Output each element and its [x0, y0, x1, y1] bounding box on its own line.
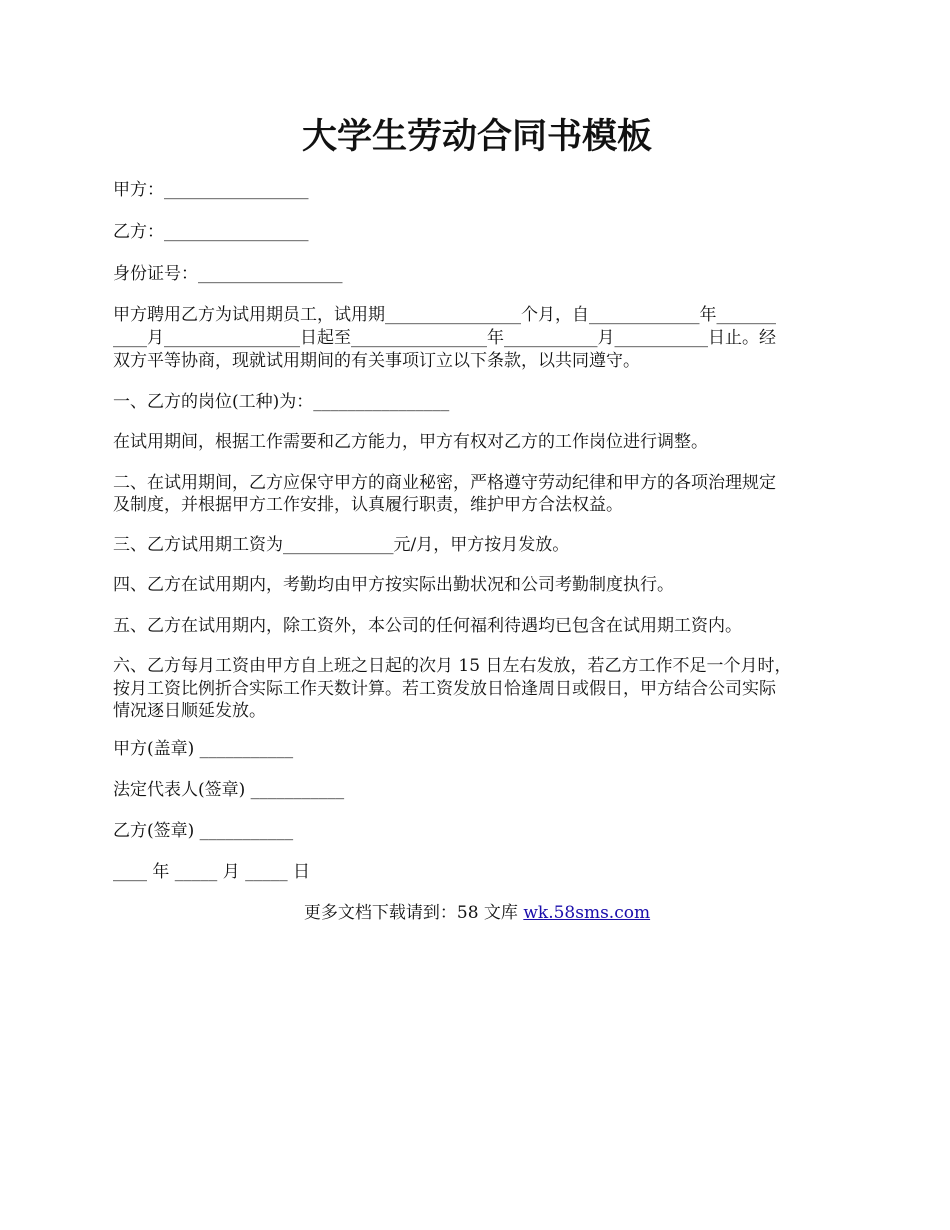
clause-3: 三、乙方试用期工资为_____________元/月，甲方按月发放。 [113, 535, 570, 555]
id-number-line: 身份证号：_________________ [113, 264, 343, 284]
clause-4: 四、乙方在试用期内，考勤均由甲方按实际出勤状况和公司考勤制度执行。 [113, 575, 674, 595]
clause-5: 五、乙方在试用期内，除工资外，本公司的任何福利待遇均已包含在试用期工资内。 [113, 616, 742, 636]
footer [113, 902, 841, 925]
document-title: 大学生劳动合同书模板 [301, 116, 652, 157]
party-a-line: 甲方：_________________ [113, 180, 309, 200]
clause-6-line-2: 按月工资比例折合实际工作天数计算。若工资发放日恰逢周日或假日，甲方结合公司实际 [113, 679, 776, 699]
footer-prefix: 更多文档下载请到：58 文库 [303, 903, 524, 923]
clause-1: 一、乙方的岗位(工种)为：________________ [113, 392, 450, 412]
clause-6-line-3: 情况逐日顺延发放。 [113, 701, 266, 721]
clause-2-line-1: 二、在试用期间，乙方应保守甲方的商业秘密，严格遵守劳动纪律和甲方的各项治理规定 [113, 473, 776, 493]
footer-link[interactable]: wk.58sms.com [523, 903, 651, 923]
intro-line-2: ____月________________日起至________________年___________月___________日止。经 [113, 328, 776, 348]
intro-line-3: 双方平等协商，现就试用期间的有关事项订立以下条款，以共同遵守。 [113, 351, 640, 371]
sign-party-b: 乙方(签章) ___________ [113, 821, 294, 841]
sign-party-a: 甲方(盖章) ___________ [113, 739, 294, 759]
sign-date: ____ 年 _____ 月 _____ 日 [113, 862, 311, 882]
clause-6-line-1: 六、乙方每月工资由甲方自上班之日起的次月 15 日左右发放，若乙方工作不足一个月时， [113, 656, 792, 676]
party-b-line: 乙方：_________________ [113, 222, 309, 242]
sign-legal-representative: 法定代表人(签章) ___________ [113, 780, 345, 800]
clause-1-note: 在试用期间，根据工作需要和乙方能力，甲方有权对乙方的工作岗位进行调整。 [113, 432, 708, 452]
intro-line-1: 甲方聘用乙方为试用期员工，试用期________________个月，自_____________年_______ [113, 305, 776, 325]
clause-2-line-2: 及制度，并根据甲方工作安排，认真履行职责，维护甲方合法权益。 [113, 495, 623, 515]
